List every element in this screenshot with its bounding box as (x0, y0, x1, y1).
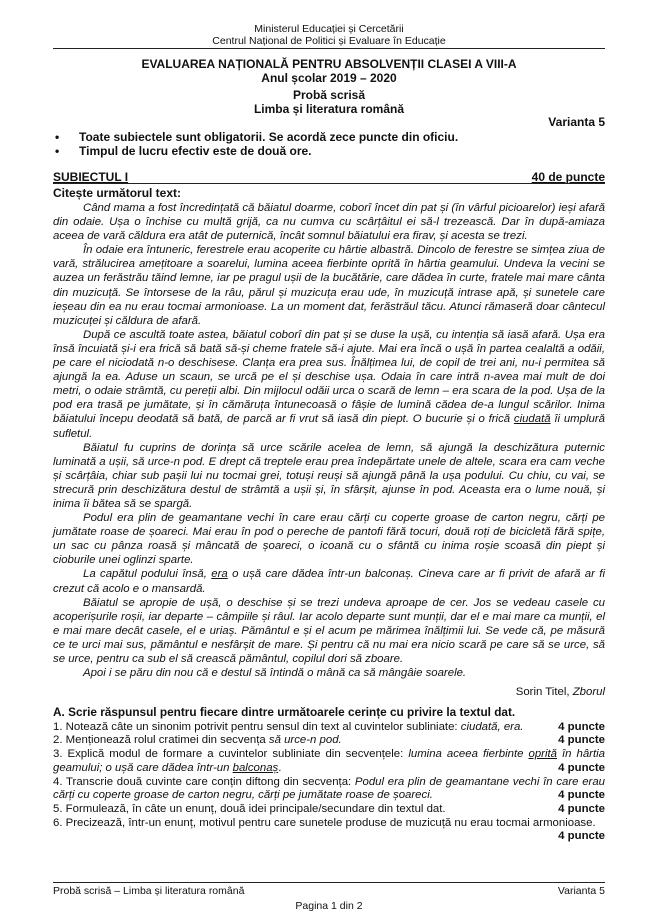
question-points: 4 puncte (558, 830, 605, 843)
questions-section (53, 706, 605, 844)
exam-title: EVALUAREA NAȚIONALĂ PENTRU ABSOLVENȚII CLASEI A VIII-A (141, 57, 517, 71)
underlined-word: oprită (528, 748, 557, 761)
question-points: 4 puncte (558, 802, 605, 815)
footer-test-name: Probă scrisă – Limba și literatura română (53, 885, 245, 897)
question-item (53, 721, 605, 735)
section-header (53, 170, 605, 184)
exam-title-block (53, 58, 605, 116)
section-divider (53, 183, 605, 184)
underlined-word: era (211, 568, 228, 581)
passage-paragraph: Băiatul fu cuprins de dorința să urce scările acelea de lemn, să ajungă la deschizătura puternic luminată a ușii, să urce-n pod. E drept că treptele erau prea îndepărtate unele de altele, scara era cam veche și scârțâia, chiar sub pașii lui nu tocmai grei, totuși reuși să ajungă până la ușa podului. Cu chiu, cu vai, se strecură prin deschizătura destul de strâmtă a ușii și, în sfârșit, ajunse în pod. Aceasta era o lume nouă, și inima îi bătea să se spargă. (53, 441, 605, 510)
question-item (53, 776, 605, 803)
passage-text: După ce ascultă toate astea, băiatul coborî din pat și se duse la ușă, cu intenția să iasă afară. Ușa era însă încuiată și-i era frică să bată să-și cheme fratele să-i ajute. Mai era încă o ușă în partea cealaltă a odăii, pe care el niciodată n-o deschisese. Clanța era prea sus. Înălțimea lui, de copil de trei ani, nu-i permitea să ajungă la ea. Aduse un scaun, se urcă pe el și deschise ușa. Odaia în care intră n-avea mai mult de doi metri, o odaie strâmtă, cu pereții albi. Din mijlocul odăii urca o scară de lemn – era scara de la pod. Ușa de la pod era trasă pe jumătate, și în cămăruța întunecoasă o fâșie de lumină cădea de-a lungul scărilor. Inima băiatului începu deodată să bată, de parcă ar fi vrut să iasă din piept. O bucurie și o frică (53, 328, 605, 426)
question-text: 3. Explică modul de formare a cuvintelor subliniate din secvențele: (53, 748, 409, 761)
school-year: Anul școlar 2019 – 2020 (261, 70, 397, 85)
passage-source (516, 686, 605, 698)
question-points: 4 puncte (558, 789, 605, 802)
question-text: . (278, 761, 282, 774)
passage-paragraph: Podul era plin de geamantane vechi în care erau cărți cu coperte groase de carton negru, cărți pe jumătate roase de șoareci. Mai erau în pod o pereche de pantofi fără tocuri, două roți de bicicletă fără spițe, un sac cu pânza roasă și mâncată de șoareci, o icoană cu o sfântă cu inima roșie scoasă din piept și cioburile unei oglinzi sparte. (53, 512, 605, 567)
underlined-word: balconaș (232, 761, 279, 774)
footer-variant: Varianta 5 (557, 885, 605, 897)
subject-name: Limba și literatura română (253, 101, 405, 116)
header-divider (53, 48, 605, 49)
author-name: Sorin Titel, (515, 686, 573, 698)
question-item (53, 734, 605, 748)
read-prompt: Citește următorul text: (53, 186, 182, 200)
question-italic: să urce-n pod. (268, 734, 342, 747)
question-points: 4 puncte (558, 761, 605, 774)
question-points: 4 puncte (558, 734, 605, 747)
question-italic: lumina aceea fierbinte (408, 748, 529, 761)
section-points: 40 de puncte (531, 170, 605, 184)
passage-paragraph: În odaie era întuneric, ferestrele erau acoperite cu hârtie albastră. Dincolo de ferestre se simțea ziua de vară, strălucirea amețitoare a soarelui, lumina aceea fierbinte oprită în hârtia geamului. Undeva la vecini se auzea un ferăstrău tăind lemne, iar pe pragul ușii de la bucătărie, care dădea în curte, fratele mai mare cânta din muzicuță. Se întorsese de la râu, părul și muzicuța erau ude, în muzicuță intrase apă, și sunetele care ieșeau din ea nu erau tocmai armonioase. La un moment dat, ferăstrăul tăcu. Atunci rămaseră doar cântecul muzicuței și căldura de afară. (53, 244, 605, 327)
passage-paragraph (53, 328, 605, 441)
question-item (53, 803, 605, 817)
passage-paragraph: Apoi i se păru din nou că e destul să întindă o mână ca să mângâie soarele. (83, 667, 467, 680)
question-text: 6. Precizează, într-un enunț, motivul pentru care sunetele produse de muzicuță nu erau tocmai armonioase. (53, 816, 596, 829)
questions-heading: A. Scrie răspunsul pentru fiecare dintre următoarele cerințe cu privire la textul dat. (53, 705, 516, 719)
question-italic: în hârtia geamului; o ușă care dădea într-un (53, 748, 606, 774)
question-text: 4. Transcrie două cuvinte care conțin diftong din secvența: (53, 775, 355, 788)
literary-passage (53, 201, 605, 680)
question-points: 4 puncte (558, 720, 605, 733)
question-italic: ciudată, era. (460, 720, 524, 733)
question-item (53, 817, 605, 844)
page-number: Pagina 1 din 2 (295, 900, 363, 912)
page-header (53, 23, 605, 47)
passage-text: o ușă care dădea într-un balconaș. Cineva care ar fi privit de afară ar fi crezut că acolo e o mansardă. (53, 568, 605, 595)
test-type: Probă scrisă (292, 88, 366, 102)
passage-paragraph: Băiatul se apropie de ușă, o deschise și se trezi undeva aproape de cer. Jos se vedeau casele cu acoperișurile roșii, iar departe – câmpiile și râul. Iar acolo departe sunt munții, dar el e mai mare ca munții, el e mai mare decât casele, el e uriaș. Pământul e și el acum pe mărimea înălțimii lui. Se vede că, pe măsură ce te urci mai sus, pământul e nesfârșit de mare. Și pentru că nu mai era nicio scară pe care să se urce, să se urce, pentru ca sub el să crească pământul, copilul dori să zboare. (53, 596, 605, 665)
question-italic: Podul era plin de geamantane vechi în care erau cărți cu coperte groase de carton negru, cărți pe jumătate roase de șoareci. (53, 775, 605, 802)
question-text: 5. Formulează, în câte un enunț, două idei principale/secundare din textul dat. (53, 802, 446, 815)
ministry-name: Ministerul Educației și Cercetării (254, 23, 404, 35)
question-text: 1. Notează câte un sinonim potrivit pentru sensul din text al cuvintelor subliniate: (53, 720, 461, 733)
instruction-item: • Timpul de lucru efectiv este de două ore. (53, 144, 605, 158)
passage-text: îi umplură sufletul. (53, 413, 605, 440)
question-text: 2. Menționează rolul cratimei din secvența (53, 734, 269, 747)
passage-paragraph: Când mama a fost încredințată că băiatul doarme, coborî încet din pat și (în vârful picioarelor) ieși afară din odaie. Ușa o închise cu multă grijă, ca nu cumva cu scârțâitul ei să-l trezească. Dar în după-amiaza aceea de vară căldura era atât de puternică, încât somnul băiatului era firav, și acesta se trezi. (53, 202, 605, 243)
instructions-list (53, 130, 605, 158)
passage-text: La capătul podului însă, (83, 568, 212, 581)
passage-paragraph (53, 567, 605, 595)
variant-label: Varianta 5 (548, 115, 605, 129)
instruction-item: • Toate subiectele sunt obligatorii. Se acordă zece puncte din oficiu. (53, 130, 605, 144)
question-item (53, 748, 605, 775)
footer-divider (53, 882, 605, 883)
section-title: SUBIECTUL I (53, 170, 129, 184)
work-title: Zborul (572, 686, 605, 698)
center-name: Centrul Național de Politici și Evaluare în Educație (212, 35, 446, 47)
underlined-word: ciudată (513, 413, 551, 426)
